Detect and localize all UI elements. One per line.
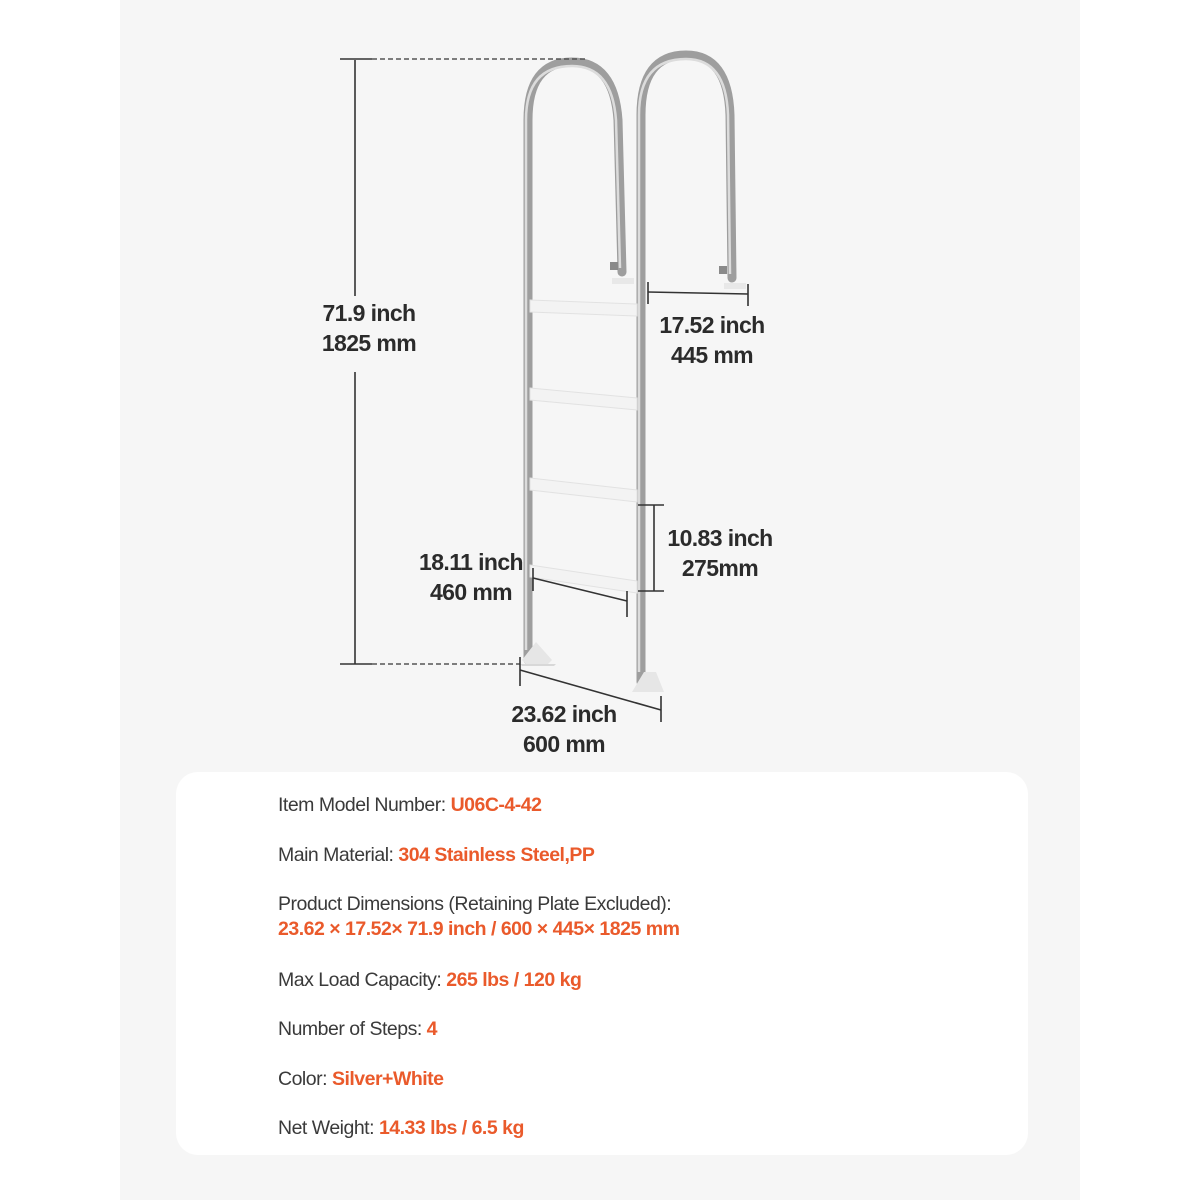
- spec-color: Color: Silver+White: [278, 1068, 444, 1090]
- spec-model-number: Item Model Number: U06C-4-42: [278, 794, 542, 816]
- handrail-width-dimension-label: 17.52 inch 445 mm: [659, 312, 765, 368]
- spec-number-of-steps: Number of Steps: 4: [278, 1018, 438, 1040]
- base-width-dimension-label: 23.62 inch 600 mm: [511, 701, 617, 757]
- spec-net-weight: Net Weight: 14.33 lbs / 6.5 kg: [278, 1117, 524, 1139]
- spec-max-load: Max Load Capacity: 265 lbs / 120 kg: [278, 969, 582, 991]
- ladder-steps: [530, 300, 637, 593]
- specifications-card: [176, 772, 1028, 1155]
- height-dimension-label: 71.9 inch 1825 mm: [321, 300, 417, 356]
- step-spacing-dimension-label: 10.83 inch 275mm: [667, 525, 773, 581]
- step-width-dimension-label: 18.11 inch 460 mm: [419, 549, 523, 605]
- spec-product-dimensions: Product Dimensions (Retaining Plate Excluded): 23.62 × 17.52× 71.9 inch / 600 × 445× 1825 mm: [278, 893, 680, 940]
- spec-main-material: Main Material: 304 Stainless Steel,PP: [278, 844, 595, 866]
